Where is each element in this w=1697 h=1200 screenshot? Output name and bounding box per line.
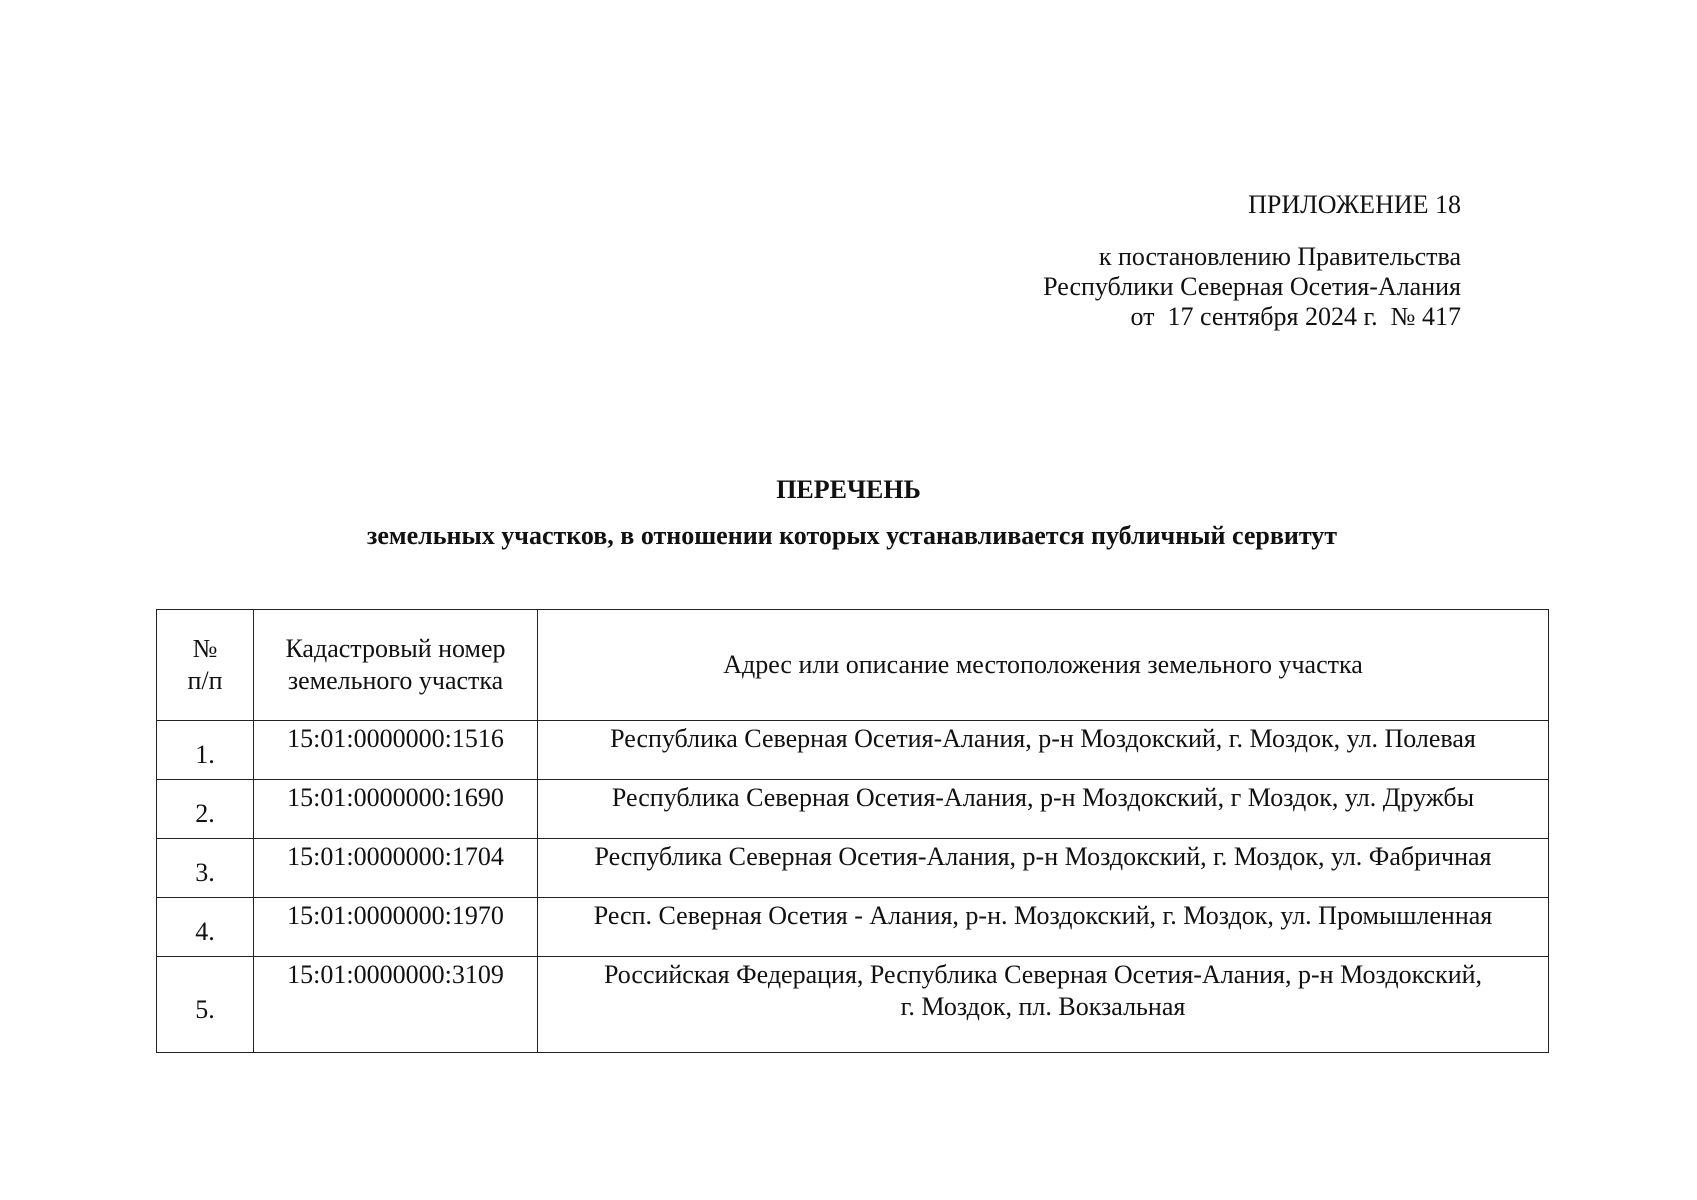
header-number [157, 610, 254, 721]
row-cadastral-number: 15:01:0000000:1690 [254, 780, 538, 839]
row-cadastral-number: 15:01:0000000:1704 [254, 839, 538, 898]
header-number-abbrev: п/п [187, 666, 223, 695]
table-row [157, 957, 1549, 1053]
row-address-line2: г. Моздок, пл. Вокзальная [900, 992, 1186, 1021]
row-cadastral-number: 15:01:0000000:1970 [254, 898, 538, 957]
land-plots-table [156, 609, 1549, 1053]
row-number: 5. [157, 957, 254, 1053]
row-address [538, 957, 1549, 1053]
table-row [157, 721, 1549, 780]
row-address: Республика Северная Осетия-Алания, р-н Моздокский, г. Моздок, ул. Полевая [538, 721, 1549, 780]
row-number: 1. [157, 721, 254, 780]
appendix-resolution-line: к постановлению Правительства [1098, 242, 1461, 271]
document-subtitle: земельных участков, в отношении которых устанавливается публичный сервитут [366, 521, 1338, 550]
row-number: 3. [157, 839, 254, 898]
table-row [157, 839, 1549, 898]
appendix-title: ПРИЛОЖЕНИЕ 18 [1248, 190, 1461, 219]
row-number: 4. [157, 898, 254, 957]
row-address: Республика Северная Осетия-Алания, р-н Моздокский, г Моздок, ул. Дружбы [538, 780, 1549, 839]
appendix-date-number-line: от 17 сентября 2024 г. № 417 [1130, 302, 1461, 331]
row-address: Республика Северная Осетия-Алания, р-н Моздокский, г. Моздок, ул. Фабричная [538, 839, 1549, 898]
header-number-symbol: № [192, 634, 218, 663]
row-cadastral-number: 15:01:0000000:1516 [254, 721, 538, 780]
appendix-block [1043, 190, 1461, 332]
header-cadastral-line1: Кадастровый номер [285, 634, 506, 663]
row-address: Респ. Северная Осетия - Алания, р-н. Моздокский, г. Моздок, ул. Промышленная [538, 898, 1549, 957]
table-header-row [157, 610, 1549, 721]
row-number: 2. [157, 780, 254, 839]
table-row [157, 898, 1549, 957]
appendix-republic-line: Республики Северная Осетия-Алания [1043, 272, 1461, 301]
table-row [157, 780, 1549, 839]
header-cadastral-line2: земельного участка [287, 666, 504, 695]
header-address: Адрес или описание местоположения земельного участка [538, 610, 1549, 721]
row-address-line1: Российская Федерация, Республика Северная Осетия-Алания, р-н Моздокский, [603, 960, 1483, 989]
header-cadastral [254, 610, 538, 721]
row-cadastral-number: 15:01:0000000:3109 [254, 957, 538, 1053]
document-title: ПЕРЕЧЕНЬ [776, 475, 921, 504]
